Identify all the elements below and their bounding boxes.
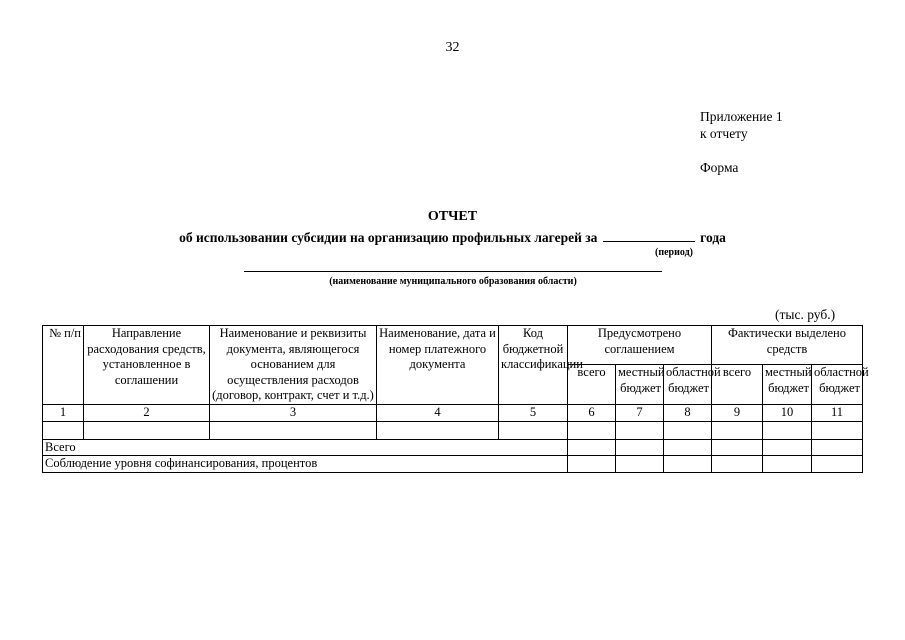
table-cell: [377, 421, 499, 439]
column-number-row: [43, 404, 863, 421]
table-cell: [812, 421, 863, 439]
table-cell: [812, 439, 863, 456]
header-actual-regional: областной бюджет: [812, 365, 863, 404]
header-actual-total: всего: [712, 365, 763, 404]
report-title: ОТЧЕТ: [427, 209, 478, 224]
table-cell: [812, 456, 863, 473]
column-number: 5: [499, 404, 568, 421]
table-cell: [664, 456, 712, 473]
municipality-label: (наименование муниципального образования области): [329, 276, 577, 287]
table-cell: [210, 421, 377, 439]
column-number: 6: [568, 404, 616, 421]
header-direction: Направление расходования средств, установленное в соглашении: [84, 326, 210, 405]
header-row-1: [43, 326, 863, 365]
total-row: [43, 439, 863, 456]
table-cell: [568, 456, 616, 473]
cofinancing-row-label: Соблюдение уровня софинансирования, процентов: [43, 456, 568, 473]
data-row-empty: [43, 421, 863, 439]
header-budget-code: Код бюджетной классификации: [499, 326, 568, 405]
total-row-label: Всего: [43, 439, 568, 456]
appendix-block: [700, 108, 783, 176]
period-label: (период): [655, 247, 693, 258]
table-cell: [616, 421, 664, 439]
column-number: 9: [712, 404, 763, 421]
header-actual: Фактически выделено средств: [712, 326, 863, 365]
table-cell: [763, 439, 812, 456]
header-planned-total: всего: [568, 365, 616, 404]
table-cell: [763, 456, 812, 473]
table-cell: [664, 421, 712, 439]
header-actual-local: местный бюджет: [763, 365, 812, 404]
column-number: 10: [763, 404, 812, 421]
table-cell: [568, 439, 616, 456]
table-cell: [664, 439, 712, 456]
header-num: № п/п: [43, 326, 84, 405]
table-cell: [616, 439, 664, 456]
column-number: 11: [812, 404, 863, 421]
column-number: 1: [43, 404, 84, 421]
header-payment-document: Наименование, дата и номер платежного документа: [377, 326, 499, 405]
subtitle-year-word: года: [700, 230, 726, 245]
column-number: 8: [664, 404, 712, 421]
form-label: Форма: [700, 160, 739, 175]
header-planned-regional: областной бюджет: [664, 365, 712, 404]
table-cell: [712, 421, 763, 439]
page-number: 32: [445, 40, 460, 55]
table-cell: [84, 421, 210, 439]
units-label: (тыс. руб.): [775, 307, 836, 322]
column-number: 7: [616, 404, 664, 421]
table-cell: [712, 439, 763, 456]
table-cell: [763, 421, 812, 439]
column-number: 3: [210, 404, 377, 421]
appendix-line-1: Приложение 1: [700, 109, 783, 124]
column-number: 4: [377, 404, 499, 421]
table-cell: [499, 421, 568, 439]
table-cell: [712, 456, 763, 473]
period-blank-field: [603, 230, 695, 242]
report-subtitle: [0, 230, 905, 246]
header-planned: Предусмотрено соглашением: [568, 326, 712, 365]
table-cell: [43, 421, 84, 439]
header-document: Наименование и реквизиты документа, являющегося основанием для осуществления расходов (договор, контракт, счет и т.д.): [210, 326, 377, 405]
column-number: 2: [84, 404, 210, 421]
table-cell: [568, 421, 616, 439]
header-planned-local: местный бюджет: [616, 365, 664, 404]
appendix-line-2: к отчету: [700, 126, 748, 141]
cofinancing-row: [43, 456, 863, 473]
subtitle-text: об использовании субсидии на организацию профильных лагерей за: [179, 230, 598, 245]
table-cell: [616, 456, 664, 473]
report-table: [42, 325, 869, 473]
municipality-blank-line: [244, 271, 662, 272]
